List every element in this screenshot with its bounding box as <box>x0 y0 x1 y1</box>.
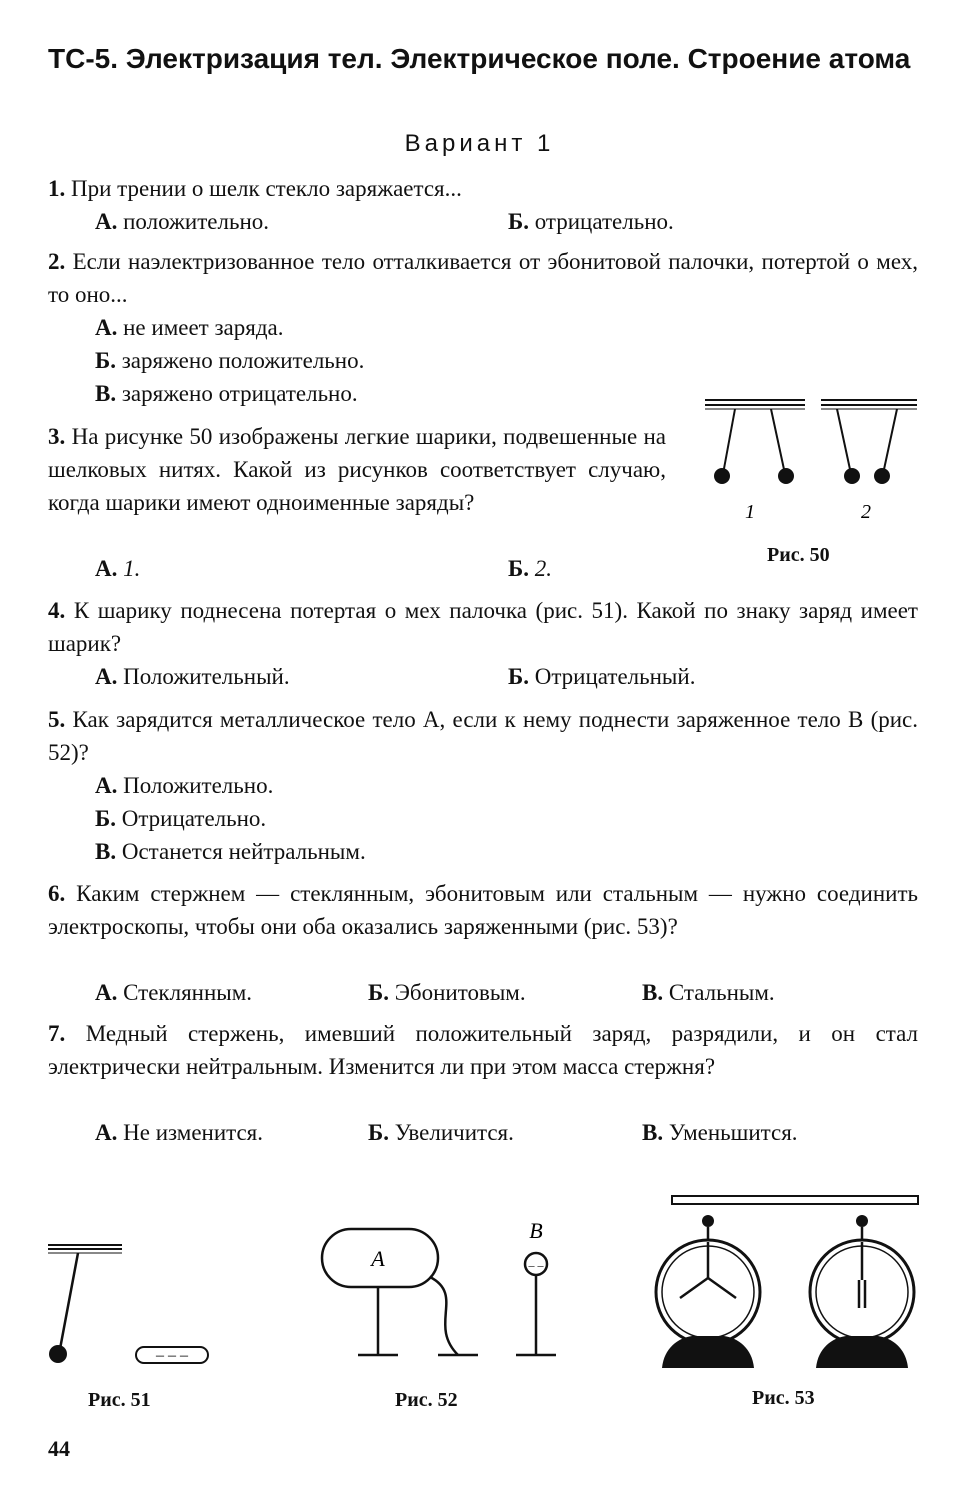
fig53-caption: Рис. 53 <box>752 1387 815 1409</box>
question-number: 2. <box>48 249 66 274</box>
option-2b: Б. заряжено положительно. <box>95 348 365 373</box>
question-2 <box>48 245 918 311</box>
option-5c: В. Останется нейтральным. <box>95 839 366 864</box>
page-number: 44 <box>48 1436 70 1461</box>
question-text: При трении о шелк стекло заряжается... <box>71 176 462 201</box>
question-number: 7. <box>48 1021 66 1046</box>
question-5 <box>48 703 918 769</box>
figure-52 <box>310 1215 580 1365</box>
option-5b: Б. Отрицательно. <box>95 806 267 831</box>
option-1a: А. положительно. <box>95 209 270 234</box>
fig52-label-a: А <box>371 1246 385 1271</box>
option-6b: Б. Эбонитовым. <box>368 980 526 1005</box>
option-5a: А. Положительно. <box>95 773 274 798</box>
question-7 <box>48 1017 918 1083</box>
question-text: На рисунке 50 изображены легкие шарики, подвешенные на шелковых нитях. Какой из рисунков соответствует случаю, когда шарики имеют одноименные заряды? <box>48 424 666 515</box>
question-1 <box>48 172 918 205</box>
question-text: К шарику поднесена потертая о мех палочка (рис. 51). Какой по знаку заряд имеет шарик? <box>48 598 918 656</box>
question-text: Медный стержень, имевший положительный заряд, разрядили, и он стал электрически нейтральным. Изменится ли при этом масса стержня? <box>48 1021 918 1079</box>
option-7b: Б. Увеличится. <box>368 1120 514 1145</box>
option-3a: А. 1. <box>95 556 141 581</box>
question-number: 6. <box>48 881 66 906</box>
question-text: Если наэлектризованное тело отталкивается от эбонитовой палочки, потертой о мех, то оно... <box>48 249 918 307</box>
fig50-pair-2 <box>821 400 917 484</box>
fig50-label-2: 2 <box>861 501 871 523</box>
option-4a: А. Положительный. <box>95 664 290 689</box>
variant-label: Вариант 1 <box>404 130 555 157</box>
fig50-pair-1 <box>705 400 805 484</box>
fig51-caption: Рис. 51 <box>88 1389 151 1411</box>
fig52-ball-sign: – – <box>528 1258 544 1272</box>
page-title: ТС-5. Электризация тел. Электрическое поле. Строение атома <box>48 43 911 74</box>
option-3b: Б. 2. <box>508 556 552 581</box>
fig51-rod-signs: – – – <box>156 1347 188 1364</box>
option-7a: А. Не изменится. <box>95 1120 264 1145</box>
question-text: Как зарядится металлическое тело А, если к нему поднести заряженное тело В (рис. 52)? <box>48 707 919 765</box>
fig53-electroscope-right <box>810 1215 914 1368</box>
question-6 <box>48 877 918 943</box>
question-number: 3. <box>48 424 66 449</box>
figure-53 <box>650 1190 930 1375</box>
option-6a: А. Стеклянным. <box>95 980 253 1005</box>
option-1b: Б. отрицательно. <box>508 209 674 234</box>
figure-51 <box>40 1235 230 1375</box>
option-6c: В. Стальным. <box>642 980 775 1005</box>
figure-50 <box>695 390 925 530</box>
fig51-ball <box>49 1345 67 1363</box>
fig52-label-b: В <box>529 1218 543 1243</box>
fig52-caption: Рис. 52 <box>395 1389 458 1411</box>
question-number: 5. <box>48 707 66 732</box>
option-2c: В. заряжено отрицательно. <box>95 381 358 406</box>
question-4 <box>48 594 918 660</box>
question-number: 4. <box>48 598 66 623</box>
option-7c: В. Уменьшится. <box>642 1120 798 1145</box>
option-4b: Б. Отрицательный. <box>508 664 696 689</box>
fig50-label-1: 1 <box>745 501 755 523</box>
option-2a: А. не имеет заряда. <box>95 315 284 340</box>
question-3 <box>48 420 666 519</box>
fig53-electroscope-left <box>656 1215 760 1368</box>
fig53-rod <box>672 1196 918 1204</box>
fig50-caption: Рис. 50 <box>767 544 830 566</box>
question-number: 1. <box>48 176 66 201</box>
question-text: Каким стержнем — стеклянным, эбонитовым или стальным — нужно соединить электроскопы, чтобы они оба оказались заряженными (рис. 53)? <box>48 881 918 939</box>
